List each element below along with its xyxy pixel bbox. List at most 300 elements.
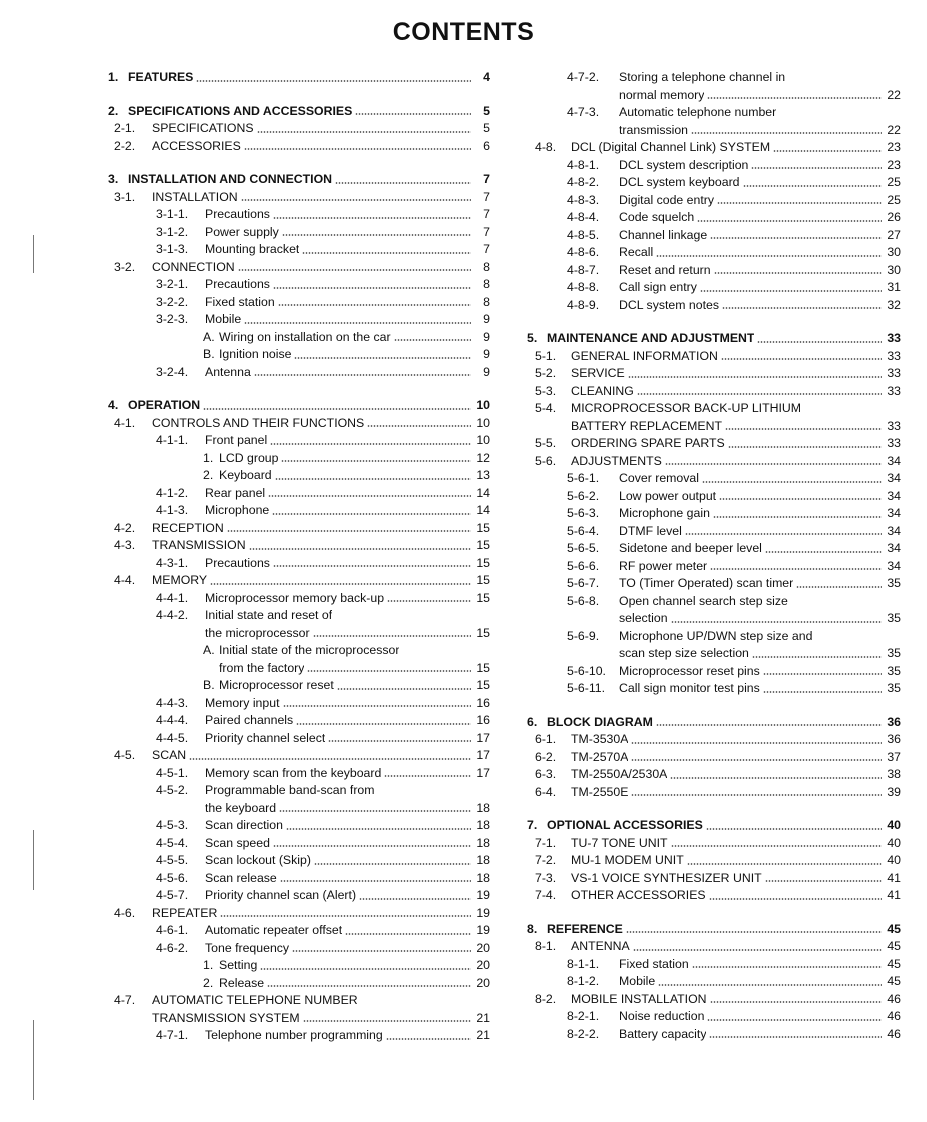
toc-entry-number: 4-7-3.	[567, 105, 600, 119]
toc-entry-number: 3-2-2.	[156, 294, 189, 309]
toc-page-number: 36	[887, 714, 901, 729]
toc-entry-title: Precautions	[205, 207, 270, 221]
toc-entry	[108, 887, 490, 905]
toc-entry	[527, 157, 901, 175]
toc-dot-leader	[268, 494, 471, 498]
toc-entry-number: 4-6-2.	[156, 940, 189, 955]
toc-entry-number: 3-1-1.	[156, 207, 189, 221]
toc-entry	[108, 294, 490, 312]
toc-entry-number: 5-6-6.	[567, 558, 600, 573]
toc-entry-number: 4-5-2.	[156, 783, 189, 797]
toc-page-number: 38	[887, 767, 901, 781]
toc-entry-number: 5-6-8.	[567, 593, 600, 608]
toc-entry	[527, 991, 901, 1009]
toc-entry	[108, 712, 490, 730]
toc-page-number: 8	[483, 294, 490, 309]
toc-entry	[108, 677, 490, 695]
toc-dot-leader	[656, 723, 882, 727]
toc-entry-title: MU-1 MODEM UNIT	[571, 853, 684, 867]
page-title: CONTENTS	[392, 18, 535, 46]
toc-dot-leader	[710, 236, 882, 240]
toc-entry	[527, 973, 901, 991]
toc-entry-number: 5-6-11.	[567, 681, 606, 695]
toc-page-number: 8	[483, 277, 490, 291]
toc-entry-number: 4-8-4.	[567, 210, 600, 224]
toc-page-number: 20	[476, 975, 490, 990]
toc-entry	[527, 365, 901, 383]
toc-page-number: 18	[476, 870, 490, 885]
toc-entry-title: Tone frequency	[205, 940, 290, 955]
toc-entry-title: BLOCK DIAGRAM	[547, 714, 653, 729]
toc-dot-leader	[335, 181, 471, 185]
toc-entry	[108, 189, 490, 207]
toc-entry-title: Battery capacity	[619, 1026, 707, 1041]
toc-entry	[527, 1008, 901, 1026]
toc-dot-leader	[656, 254, 882, 258]
toc-entry-title: TO (Timer Operated) scan timer	[619, 576, 794, 590]
toc-entry	[108, 782, 490, 800]
toc-page-number: 45	[887, 956, 901, 971]
toc-page-number: 35	[887, 646, 901, 660]
toc-dot-leader	[273, 844, 471, 848]
toc-page-number: 14	[476, 503, 490, 517]
toc-dot-leader	[257, 130, 471, 134]
toc-page-number: 15	[476, 660, 490, 675]
toc-entry	[527, 87, 901, 105]
toc-page-number: 12	[476, 450, 490, 465]
toc-page-number: 34	[887, 541, 901, 555]
toc-entry-number: 5-6-2.	[567, 488, 600, 503]
toc-entry	[527, 488, 901, 506]
toc-dot-leader	[196, 79, 471, 83]
toc-entry-title: Recall	[619, 245, 654, 259]
toc-dot-leader	[210, 582, 471, 586]
toc-entry-number: 6-4.	[535, 784, 557, 799]
toc-entry-title: Wiring on installation on the car	[219, 329, 391, 344]
toc-page-number: 9	[483, 312, 490, 326]
toc-entry-number: 3-2-4.	[156, 364, 189, 379]
toc-entry-number: 3-1.	[114, 189, 136, 204]
toc-entry	[108, 467, 490, 485]
toc-page-number: 15	[476, 555, 490, 570]
toc-page-number: 13	[476, 468, 490, 482]
toc-dot-leader	[743, 184, 882, 188]
toc-entry-title: scan step size selection	[619, 646, 749, 660]
toc-dot-leader	[751, 166, 882, 170]
toc-entry-number: 4-8-6.	[567, 245, 600, 259]
toc-entry	[527, 227, 901, 245]
toc-entry	[527, 104, 901, 122]
toc-entry-number: 4-5-6.	[156, 870, 189, 885]
toc-page-number: 46	[887, 1009, 901, 1023]
toc-page-number: 8	[483, 259, 490, 274]
toc-entry	[108, 590, 490, 608]
toc-dot-leader	[359, 897, 471, 901]
toc-entry-title: DCL system notes	[619, 297, 720, 312]
toc-dot-leader	[249, 547, 471, 551]
toc-entry-title: Microprocessor memory back-up	[205, 590, 385, 605]
toc-dot-leader	[387, 599, 471, 603]
toc-entry-number: 4-8-9.	[567, 297, 600, 312]
toc-entry-number: 4-8-3.	[567, 192, 600, 207]
toc-entry-number: 3-1-2.	[156, 224, 189, 239]
toc-entry-title: RF power meter	[619, 558, 708, 573]
toc-entry	[527, 540, 901, 558]
toc-dot-leader	[671, 844, 882, 848]
toc-entry	[108, 607, 490, 625]
toc-entry-title: REPEATER	[152, 905, 218, 920]
toc-entry-number: A.	[203, 329, 215, 344]
toc-dot-leader	[220, 914, 471, 918]
toc-page-number: 46	[887, 991, 901, 1006]
toc-dot-leader	[307, 669, 471, 673]
toc-entry	[527, 244, 901, 262]
toc-dot-leader	[238, 268, 471, 272]
toc-entry-title: DTMF level	[619, 523, 682, 538]
toc-dot-leader	[631, 758, 882, 762]
toc-page-number: 40	[887, 835, 901, 850]
toc-page-number: 17	[476, 730, 490, 745]
toc-entry	[108, 520, 490, 538]
toc-dot-leader	[707, 96, 882, 100]
toc-entry-number: 6-3.	[535, 767, 557, 781]
toc-entry-number: 5.	[527, 331, 538, 345]
toc-entry-title: SERVICE	[571, 366, 625, 380]
toc-dot-leader	[294, 356, 471, 360]
toc-entry-title: the keyboard	[205, 800, 277, 815]
toc-page-number: 20	[476, 958, 490, 972]
toc-entry-number: 7-4.	[535, 888, 557, 902]
toc-entry-number: 1.	[108, 70, 119, 84]
toc-page-number: 9	[483, 329, 490, 344]
toc-entry	[108, 975, 490, 993]
toc-entry-number: 7-1.	[535, 835, 557, 850]
toc-entry-number: 4-6.	[114, 905, 136, 920]
toc-entry-number: 5-4.	[535, 401, 557, 415]
toc-dot-leader	[721, 357, 882, 361]
toc-entry	[108, 171, 490, 189]
toc-entry-title: Telephone number programming	[205, 1028, 383, 1042]
toc-entry	[527, 122, 901, 140]
toc-dot-leader	[658, 983, 882, 987]
toc-entry-number: 3-2-3.	[156, 312, 189, 326]
toc-page-number: 34	[887, 453, 901, 468]
toc-dot-leader	[273, 564, 471, 568]
toc-entry	[527, 766, 901, 784]
toc-entry-number: 5-6-9.	[567, 628, 600, 643]
toc-page-number: 33	[887, 366, 901, 380]
scan-margin-line	[33, 235, 34, 273]
toc-entry-title: from the factory	[219, 660, 305, 675]
toc-page-number: 31	[887, 280, 901, 294]
toc-entry-title: TM-3530A	[571, 732, 629, 746]
toc-dot-leader	[717, 201, 882, 205]
toc-entry-number: 8-2.	[535, 991, 557, 1006]
toc-dot-leader	[752, 655, 882, 659]
toc-entry	[527, 645, 901, 663]
toc-entry	[527, 558, 901, 576]
toc-dot-leader	[386, 1037, 471, 1041]
toc-page-number: 15	[476, 538, 490, 552]
toc-dot-leader	[714, 271, 882, 275]
toc-page-number: 35	[887, 663, 901, 678]
toc-entry	[108, 555, 490, 573]
toc-entry	[527, 835, 901, 853]
toc-entry-number: 5-6-10.	[567, 663, 606, 678]
toc-entry-title: ACCESSORIES	[152, 138, 241, 153]
toc-entry-title: TRANSMISSION SYSTEM	[152, 1010, 300, 1025]
toc-entry-title: Scan release	[205, 870, 277, 885]
toc-entry-number: 2.	[203, 975, 214, 990]
toc-dot-leader	[273, 216, 471, 220]
toc-entry-number: 7.	[527, 818, 538, 832]
toc-entry-number: 5-6-7.	[567, 576, 600, 590]
toc-entry	[527, 69, 901, 87]
toc-entry-number: 6.	[527, 714, 538, 729]
toc-entry-title: OPTIONAL ACCESSORIES	[547, 818, 703, 832]
toc-entry-title: SPECIFICATIONS AND ACCESSORIES	[128, 103, 353, 118]
toc-entry	[527, 418, 901, 436]
toc-entry-title: Programmable band-scan from	[205, 783, 375, 797]
toc-entry-title: Fixed station	[205, 294, 275, 309]
toc-entry-title: Paired channels	[205, 713, 294, 727]
toc-page-number: 33	[887, 418, 901, 433]
toc-entry	[108, 224, 490, 242]
toc-entry-number: 4-5-5.	[156, 853, 189, 867]
toc-page-number: 34	[887, 558, 901, 573]
toc-page-number: 6	[483, 138, 490, 153]
toc-page-number: 25	[887, 175, 901, 189]
toc-page-number: 32	[887, 297, 901, 312]
toc-dot-leader	[713, 515, 882, 519]
scan-margin-line	[33, 830, 34, 890]
toc-entry-title: LCD group	[219, 450, 279, 465]
toc-entry-number: 4-8-7.	[567, 262, 600, 277]
toc-entry-title: Scan lockout (Skip)	[205, 853, 311, 867]
toc-page-number: 35	[887, 681, 901, 695]
toc-entry-number: 4-8.	[535, 140, 557, 154]
toc-entry	[527, 680, 901, 698]
toc-entry	[108, 957, 490, 975]
toc-entry-number: 7-3.	[535, 870, 557, 885]
toc-entry	[108, 69, 490, 87]
toc-entry-number: 5-6.	[535, 453, 557, 468]
toc-entry-title: normal memory	[619, 87, 705, 102]
toc-entry-title: Microphone gain	[619, 506, 710, 520]
toc-entry	[108, 625, 490, 643]
toc-dot-leader	[394, 338, 471, 342]
toc-page-number: 15	[476, 678, 490, 692]
toc-entry	[527, 784, 901, 802]
toc-entry	[108, 502, 490, 520]
toc-entry-number: 4.	[108, 398, 119, 412]
toc-entry-title: ANTENNA	[571, 939, 630, 953]
toc-entry-title: Front panel	[205, 433, 268, 447]
toc-entry-number: 8-1-2.	[567, 974, 600, 988]
toc-entry-title: Microphone	[205, 503, 270, 517]
toc-page-number: 21	[476, 1028, 490, 1042]
toc-entry-number: 4-5-4.	[156, 835, 189, 850]
toc-page-number: 17	[476, 748, 490, 762]
toc-entry-number: 1.	[203, 958, 214, 972]
toc-entry-title: VS-1 VOICE SYNTHESIZER UNIT	[571, 870, 762, 885]
toc-entry-number: 6-1.	[535, 732, 557, 746]
toc-entry-title: Microprocessor reset	[219, 678, 334, 692]
toc-entry	[527, 400, 901, 418]
toc-entry-number: 6-2.	[535, 749, 557, 764]
toc-entry	[108, 415, 490, 433]
toc-dot-leader	[302, 251, 471, 255]
toc-entry	[527, 593, 901, 611]
toc-entry-number: 5-6-1.	[567, 471, 600, 485]
toc-entry-number: 4-3-1.	[156, 555, 189, 570]
toc-entry	[108, 695, 490, 713]
toc-entry-title: Noise reduction	[619, 1009, 705, 1023]
toc-dot-leader	[706, 827, 882, 831]
toc-dot-leader	[765, 879, 882, 883]
toc-page-number: 18	[476, 853, 490, 867]
toc-dot-leader	[282, 233, 471, 237]
toc-entry-number: A.	[203, 643, 215, 657]
toc-entry-title: Ignition noise	[219, 347, 292, 361]
toc-entry	[108, 432, 490, 450]
toc-entry-title: AUTOMATIC TELEPHONE NUMBER	[152, 993, 358, 1007]
toc-entry-title: REFERENCE	[547, 921, 623, 936]
toc-entry-title: FEATURES	[128, 70, 194, 84]
toc-entry-number: 4-7.	[114, 993, 136, 1007]
toc-page-number: 7	[483, 224, 490, 239]
toc-entry-title: CONNECTION	[152, 259, 235, 274]
toc-entry-number: 5-6-5.	[567, 541, 600, 555]
toc-entry-title: Call sign monitor test pins	[619, 681, 760, 695]
toc-page-number: 19	[476, 923, 490, 937]
toc-entry	[108, 922, 490, 940]
toc-page-number: 33	[887, 348, 901, 363]
toc-entry-title: Memory input	[205, 695, 280, 710]
toc-page-number: 18	[476, 835, 490, 850]
toc-page-number: 26	[887, 210, 901, 224]
toc-dot-leader	[757, 340, 882, 344]
toc-dot-leader	[283, 704, 472, 708]
toc-entry-title: OTHER ACCESSORIES	[571, 888, 706, 902]
toc-entry	[108, 241, 490, 259]
toc-dot-leader	[631, 793, 882, 797]
toc-entry	[527, 575, 901, 593]
toc-dot-leader	[254, 373, 471, 377]
toc-page-number: 5	[483, 103, 490, 118]
toc-entry	[108, 730, 490, 748]
toc-entry-title: TRANSMISSION	[152, 538, 246, 552]
toc-page-number: 40	[887, 853, 901, 867]
toc-entry-title: MEMORY	[152, 573, 208, 587]
toc-page-number: 34	[887, 523, 901, 538]
toc-dot-leader	[637, 392, 882, 396]
toc-entry-title: ADJUSTMENTS	[571, 453, 662, 468]
toc-entry	[527, 505, 901, 523]
toc-entry	[108, 276, 490, 294]
toc-entry-title: TM-2550E	[571, 784, 629, 799]
toc-entry-number: 4-8-8.	[567, 280, 600, 294]
toc-entry	[527, 749, 901, 767]
toc-entry-title: Channel linkage	[619, 227, 708, 242]
toc-entry-number: 4-1.	[114, 415, 136, 430]
toc-page-number: 45	[887, 939, 901, 953]
toc-dot-leader	[203, 407, 471, 411]
toc-entry	[108, 1027, 490, 1045]
toc-page-number: 34	[887, 488, 901, 503]
toc-page-number: 33	[887, 436, 901, 450]
toc-dot-leader	[345, 932, 471, 936]
toc-entry-number: 4-6-1.	[156, 923, 189, 937]
toc-entry-number: 4-8-2.	[567, 175, 600, 189]
toc-page-number: 19	[476, 888, 490, 902]
toc-entry-title: Memory scan from the keyboard	[205, 765, 382, 780]
toc-entry-number: 3.	[108, 172, 119, 186]
toc-dot-leader	[697, 219, 882, 223]
toc-dot-leader	[244, 147, 471, 151]
toc-dot-leader	[275, 477, 471, 481]
toc-entry-title: MICROPROCESSOR BACK-UP LITHIUM	[571, 401, 802, 415]
toc-entry	[108, 992, 490, 1010]
toc-entry	[527, 435, 901, 453]
toc-entry	[108, 940, 490, 958]
toc-entry-title: Priority channel scan (Alert)	[205, 888, 357, 902]
toc-entry-number: 4-5-1.	[156, 765, 189, 780]
toc-dot-leader	[314, 862, 471, 866]
toc-entry-title: DCL (Digital Channel Link) SYSTEM	[571, 140, 771, 154]
toc-entry-title: Fixed station	[619, 956, 689, 971]
toc-entry-title: the microprocessor	[205, 625, 310, 640]
toc-entry-title: Rear panel	[205, 485, 266, 500]
toc-entry	[527, 731, 901, 749]
toc-entry	[527, 348, 901, 366]
toc-dot-leader	[665, 462, 882, 466]
toc-entry-number: 5-1.	[535, 348, 557, 363]
toc-entry	[527, 852, 901, 870]
toc-dot-leader	[292, 949, 471, 953]
toc-entry-title: INSTALLATION	[152, 189, 238, 204]
toc-entry-title: Mobile	[619, 974, 656, 988]
toc-entry-title: Power supply	[205, 224, 279, 239]
toc-page-number: 7	[483, 207, 490, 221]
toc-page-number: 41	[887, 870, 901, 885]
toc-entry-number: 1.	[203, 450, 214, 465]
toc-entry-title: Mobile	[205, 312, 242, 326]
toc-entry-number: 4-2.	[114, 520, 136, 535]
toc-entry	[527, 453, 901, 471]
toc-entry-title: Initial state of the microprocessor	[219, 643, 400, 657]
toc-entry	[527, 938, 901, 956]
toc-page-number: 35	[887, 611, 901, 625]
toc-entry-number: 8-2-1.	[567, 1009, 600, 1023]
toc-entry	[527, 279, 901, 297]
toc-page-number: 14	[476, 485, 490, 500]
toc-entry-number: 8-1-1.	[567, 956, 600, 971]
toc-entry-number: 5-6-4.	[567, 523, 600, 538]
toc-entry-number: 4-7-1.	[156, 1028, 189, 1042]
toc-page-number: 34	[887, 506, 901, 520]
toc-dot-leader	[303, 1019, 471, 1023]
toc-dot-leader	[773, 149, 882, 153]
toc-entry-title: Scan speed	[205, 835, 270, 850]
toc-entry	[527, 714, 901, 732]
toc-dot-leader	[267, 984, 471, 988]
toc-page-number: 45	[887, 921, 901, 936]
toc-page-number: 18	[476, 818, 490, 832]
toc-left-column	[108, 69, 490, 1045]
toc-page-number: 37	[887, 749, 901, 764]
toc-entry-number: 4-1-2.	[156, 485, 189, 500]
